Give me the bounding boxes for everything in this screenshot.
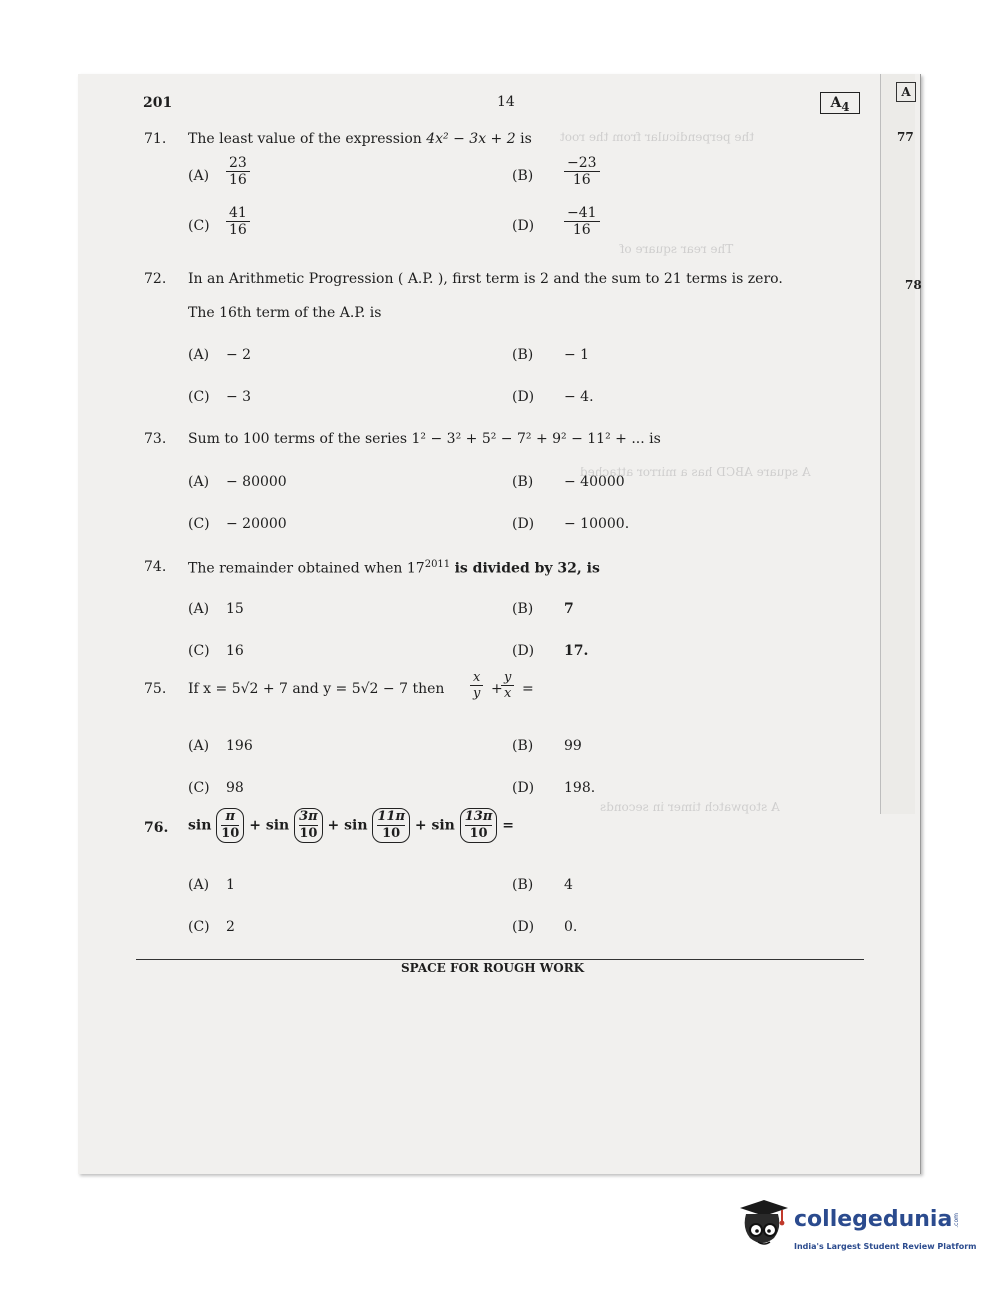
option-value: 196 <box>226 738 253 754</box>
option-fraction: $\frac{-41}{16}$ <box>564 205 600 238</box>
trig-argument: $\frac{\pi}{10}$ <box>216 808 244 843</box>
collegedunia-logo-text: collegedunia <box>794 1207 953 1232</box>
question-text: Sum to 100 terms of the series 1² − 3² + 5² − 7² + 9² − 11² + ... is <box>188 431 661 447</box>
option-value: 17. <box>564 643 589 659</box>
rough-work-label: SPACE FOR ROUGH WORK <box>401 961 585 975</box>
trig-argument: $\frac{11\pi}{10}$ <box>372 808 410 843</box>
fraction-y-over-x: $\frac{y}{x}$ <box>501 670 514 701</box>
plus-sign: + <box>491 681 503 697</box>
option-value: 0. <box>564 919 578 935</box>
option-label: (A) <box>188 474 210 490</box>
option-label: (C) <box>188 218 210 234</box>
option-fraction: $\frac{23}{16}$ <box>226 155 250 188</box>
option-value: − 2 <box>226 347 252 363</box>
option-value: 99 <box>564 738 582 754</box>
option-value: − 20000 <box>226 516 287 532</box>
option-label: (D) <box>512 780 535 796</box>
option-label: (A) <box>188 168 210 184</box>
question-number: 71. <box>144 131 167 147</box>
option-value: − 1 <box>564 347 590 363</box>
question-text: In an Arithmetic Progression ( A.P. ), first term is 2 and the sum to 21 terms is zero. <box>188 271 783 287</box>
question-text: The 16th term of the A.P. is <box>188 305 382 321</box>
bleed-through-text: The rear square of <box>620 242 734 256</box>
question-number: 74. <box>144 559 167 575</box>
option-fraction: $\frac{41}{16}$ <box>226 205 250 238</box>
option-label: (C) <box>188 389 210 405</box>
option-value: − 3 <box>226 389 252 405</box>
option-value: 98 <box>226 780 244 796</box>
option-label: (B) <box>512 474 534 490</box>
next-page-edge <box>880 74 922 814</box>
option-value: − 40000 <box>564 474 625 490</box>
option-value: 16 <box>226 643 244 659</box>
trig-sum-expression: sin $\frac{\pi}{10}$ + sin $\frac{3\pi}{10}$ + sin $\frac{11\pi}{10}$ + sin $\frac{13\pi}{10}$ = <box>188 809 514 841</box>
option-value: 2 <box>226 919 235 935</box>
option-label: (B) <box>512 738 534 754</box>
bleed-through-text: the perpendicular from the root <box>560 130 755 144</box>
option-value: − 80000 <box>226 474 287 490</box>
option-label: (B) <box>512 347 534 363</box>
question-text: The remainder obtained when $17^{2011}$ is divided by 32, is <box>188 559 600 577</box>
option-label: (C) <box>188 780 210 796</box>
rough-work-divider <box>136 959 864 960</box>
question-number: 72. <box>144 271 167 287</box>
option-value: − 4. <box>564 389 594 405</box>
option-value: 4 <box>564 877 573 893</box>
edge-question-number: 78 <box>905 278 922 292</box>
option-label: (D) <box>512 643 535 659</box>
option-label: (A) <box>188 601 210 617</box>
option-label: (A) <box>188 738 210 754</box>
option-value: 15 <box>226 601 244 617</box>
option-label: (D) <box>512 516 535 532</box>
trig-argument: $\frac{3\pi}{10}$ <box>294 808 323 843</box>
bleed-through-text: A square ABCD has a mirror attached <box>580 465 811 479</box>
edge-question-number: 77 <box>897 130 914 144</box>
booklet-series-box <box>820 92 860 114</box>
exam-page <box>78 74 921 1174</box>
collegedunia-tagline: India's Largest Student Review Platform <box>794 1242 977 1251</box>
question-number: 76. <box>144 820 169 836</box>
collegedunia-mascot-icon <box>736 1198 792 1250</box>
page-number: 14 <box>497 94 515 110</box>
option-label: (B) <box>512 877 534 893</box>
booklet-series-letter: A <box>830 95 842 111</box>
bleed-through-text: A stopwatch timer in seconds <box>600 800 780 814</box>
question-text: The least value of the expression 4x² − 3x + 2 is <box>188 131 532 147</box>
trig-argument: $\frac{13\pi}{10}$ <box>460 808 498 843</box>
fraction-x-over-y: $\frac{x}{y}$ <box>470 670 483 701</box>
option-label: (A) <box>188 347 210 363</box>
collegedunia-logo-domain: .com <box>953 1213 960 1228</box>
option-value: 7 <box>564 601 574 617</box>
edge-series-box: A <box>896 82 916 102</box>
option-fraction: $\frac{-23}{16}$ <box>564 155 600 188</box>
option-label: (D) <box>512 218 535 234</box>
question-number: 73. <box>144 431 167 447</box>
option-label: (A) <box>188 877 210 893</box>
option-value: − 10000. <box>564 516 630 532</box>
booklet-series-sub: 4 <box>841 99 850 114</box>
option-value: 1 <box>226 877 235 893</box>
option-value: 198. <box>564 780 596 796</box>
option-label: (B) <box>512 168 534 184</box>
question-number: 75. <box>144 681 167 697</box>
option-label: (B) <box>512 601 534 617</box>
question-text: If x = 5√2 + 7 and y = 5√2 − 7 then <box>188 681 445 697</box>
option-label: (D) <box>512 389 535 405</box>
option-label: (C) <box>188 516 210 532</box>
option-label: (C) <box>188 643 210 659</box>
equals-sign: = <box>522 681 534 697</box>
option-label: (D) <box>512 919 535 935</box>
option-label: (C) <box>188 919 210 935</box>
page-code: 201 <box>143 95 173 111</box>
